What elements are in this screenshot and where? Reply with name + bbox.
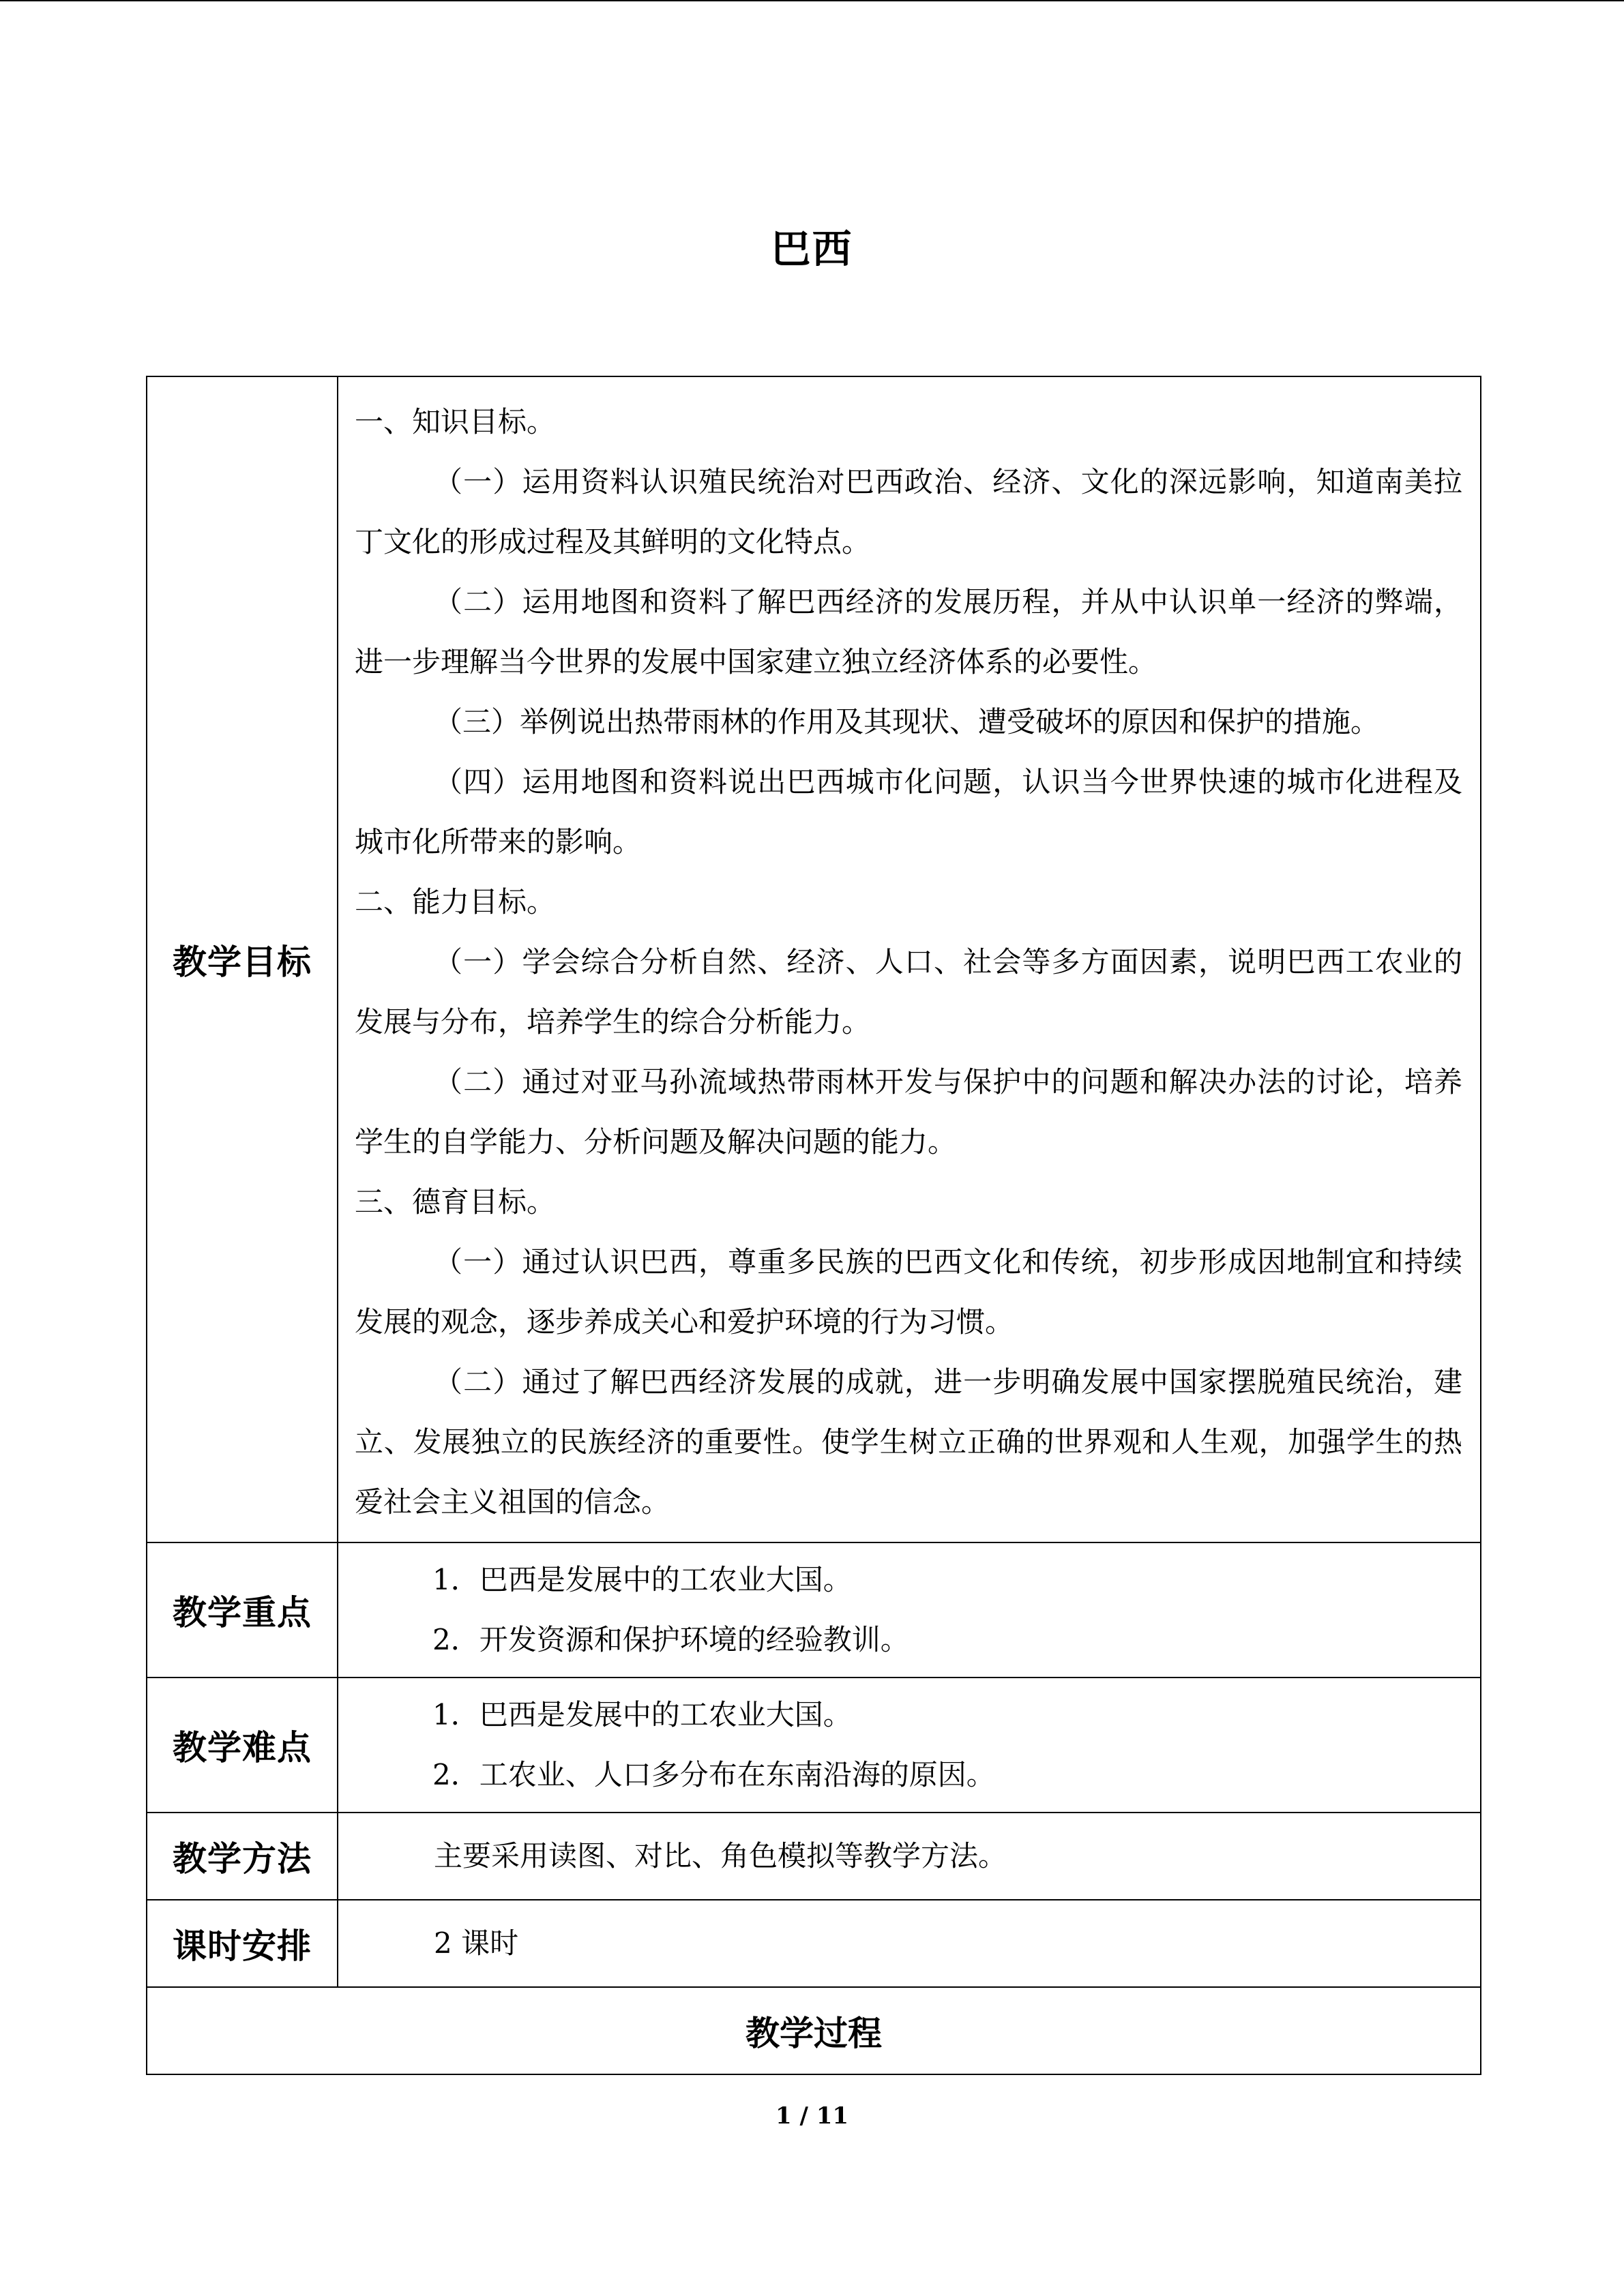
objective-item: （三）举例说出热带雨林的作用及其现状、遭受破坏的原因和保护的措施。 bbox=[434, 705, 1380, 739]
schedule-content bbox=[338, 1900, 1481, 1987]
difficult-points-row bbox=[147, 1678, 1481, 1813]
document-title: 巴西 bbox=[771, 226, 853, 272]
methods-text: 主要采用读图、对比、角色模拟等教学方法。 bbox=[434, 1839, 1007, 1873]
objective-section-heading: 二、能力目标。 bbox=[355, 885, 556, 919]
difficult-point-item: 1．巴西是发展中的工农业大国。 bbox=[432, 1698, 852, 1731]
methods-row bbox=[147, 1813, 1481, 1900]
schedule-text: 2 课时 bbox=[434, 1926, 519, 1960]
schedule-row bbox=[147, 1900, 1481, 1987]
objectives-row bbox=[147, 376, 1481, 1542]
objective-section-heading: 一、知识目标。 bbox=[355, 405, 556, 438]
objective-item: （一）运用资料认识殖民统治对巴西政治、经济、文化的深远影响，知道南美拉丁文化的形成过程及其鲜明的文化特点。 bbox=[355, 465, 1462, 558]
process-row bbox=[147, 1987, 1481, 2074]
top-border-line bbox=[0, 0, 1624, 1]
objective-item: （二）通过对亚马孙流域热带雨林开发与保护中的问题和解决办法的讨论，培养学生的自学能力、分析问题及解决问题的能力。 bbox=[355, 1065, 1462, 1159]
process-heading: 教学过程 bbox=[147, 1987, 1481, 2074]
objective-item: （四）运用地图和资料说出巴西城市化问题，认识当今世界快速的城市化进程及城市化所带来的影响。 bbox=[355, 765, 1462, 859]
key-points-content bbox=[338, 1542, 1481, 1678]
objective-item: （二）通过了解巴西经济发展的成就，进一步明确发展中国家摆脱殖民统治，建立、发展独立的民族经济的重要性。使学生树立正确的世界观和人生观，加强学生的热爱社会主义祖国的信念。 bbox=[355, 1365, 1462, 1519]
key-points-label: 教学重点 bbox=[147, 1542, 338, 1678]
schedule-label: 课时安排 bbox=[147, 1900, 338, 1987]
difficult-points-content bbox=[338, 1678, 1481, 1813]
key-points-row bbox=[147, 1542, 1481, 1678]
page-number: 1 / 11 bbox=[775, 2102, 849, 2130]
difficult-points-label: 教学难点 bbox=[147, 1678, 338, 1813]
methods-content bbox=[338, 1813, 1481, 1900]
objective-item: （一）学会综合分析自然、经济、人口、社会等多方面因素，说明巴西工农业的发展与分布，培养学生的综合分析能力。 bbox=[355, 945, 1462, 1039]
objective-item: （二）运用地图和资料了解巴西经济的发展历程，并从中认识单一经济的弊端，进一步理解当今世界的发展中国家建立独立经济体系的必要性。 bbox=[355, 585, 1462, 679]
objective-item: （一）通过认识巴西，尊重多民族的巴西文化和传统，初步形成因地制宜和持续发展的观念，逐步养成关心和爱护环境的行为习惯。 bbox=[355, 1245, 1462, 1339]
methods-label: 教学方法 bbox=[147, 1813, 338, 1900]
key-point-item: 2．开发资源和保护环境的经验教训。 bbox=[432, 1623, 909, 1656]
objectives-content bbox=[338, 376, 1481, 1542]
key-point-item: 1．巴西是发展中的工农业大国。 bbox=[432, 1563, 852, 1596]
objectives-label: 教学目标 bbox=[147, 376, 338, 1542]
lesson-plan-table bbox=[146, 376, 1481, 2075]
objective-section-heading: 三、德育目标。 bbox=[355, 1185, 556, 1219]
difficult-point-item: 2．工农业、人口多分布在东南沿海的原因。 bbox=[432, 1758, 995, 1791]
